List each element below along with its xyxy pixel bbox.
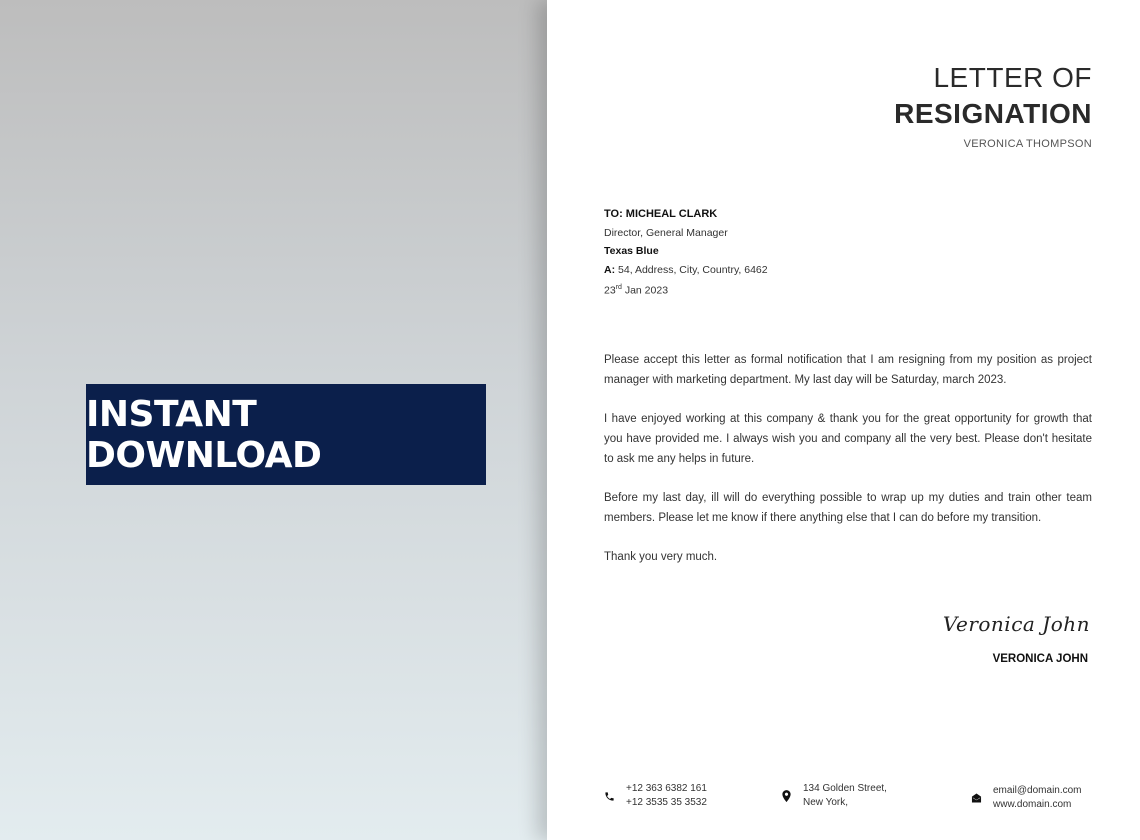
author-name: VERONICA THOMPSON xyxy=(963,138,1092,150)
letter-page xyxy=(547,0,1140,840)
phone-number-2: +12 3535 35 3532 xyxy=(626,797,707,808)
address-label: A: xyxy=(604,263,616,276)
handwritten-signature: Veronica John xyxy=(942,612,1090,636)
date-suffix: rd xyxy=(615,284,622,291)
footer-email xyxy=(969,784,1082,812)
envelope-icon xyxy=(969,791,983,805)
location-pin-icon xyxy=(779,789,793,803)
contact-footer xyxy=(547,780,1140,820)
phone-icon xyxy=(602,789,616,803)
signer-name: VERONICA JOHN xyxy=(992,653,1088,665)
phone-number-1: +12 363 6382 161 xyxy=(626,783,707,794)
body-paragraph-4: Thank you very much. xyxy=(604,551,718,563)
letter-body xyxy=(604,350,1092,586)
recipient-company: Texas Blue xyxy=(604,245,659,257)
address-line-2: New York, xyxy=(803,797,849,808)
promo-panel xyxy=(0,0,547,840)
website-url: www.domain.com xyxy=(993,799,1072,810)
title-line-2: RESIGNATION xyxy=(894,98,1092,129)
date-rest: Jan 2023 xyxy=(621,284,669,297)
recipient-to: TO: MICHEAL CLARK xyxy=(604,208,718,220)
recipient-role: Director, General Manager xyxy=(604,226,728,239)
footer-address xyxy=(779,782,887,810)
email-address: email@domain.com xyxy=(993,785,1082,796)
letter-date xyxy=(604,279,768,298)
instant-download-banner: INSTANT DOWNLOAD xyxy=(86,384,486,485)
recipient-block xyxy=(604,205,768,298)
body-paragraph-1: Please accept this letter as formal notification that I am resigning from my position as project manager with marketing department. My last day will be Saturday, march 2023. xyxy=(604,354,1092,386)
address-text: 54, Address, City, Country, 6462 xyxy=(615,263,768,276)
footer-phone xyxy=(602,782,707,810)
date-day: 23 xyxy=(604,284,616,297)
address-line-1: 134 Golden Street, xyxy=(803,783,887,794)
title-line-1: LETTER OF xyxy=(933,62,1092,93)
recipient-address xyxy=(604,261,768,280)
body-paragraph-3: Before my last day, ill will do everything possible to wrap up my duties and train other team members. Please let me know if there anything else that I can do before my transition. xyxy=(604,492,1092,524)
body-paragraph-2: I have enjoyed working at this company & thank you for the great opportunity for growth that you have provided me. I always wish you and company all the very best. Please don't hesitate to ask me any helps in future. xyxy=(604,413,1092,465)
